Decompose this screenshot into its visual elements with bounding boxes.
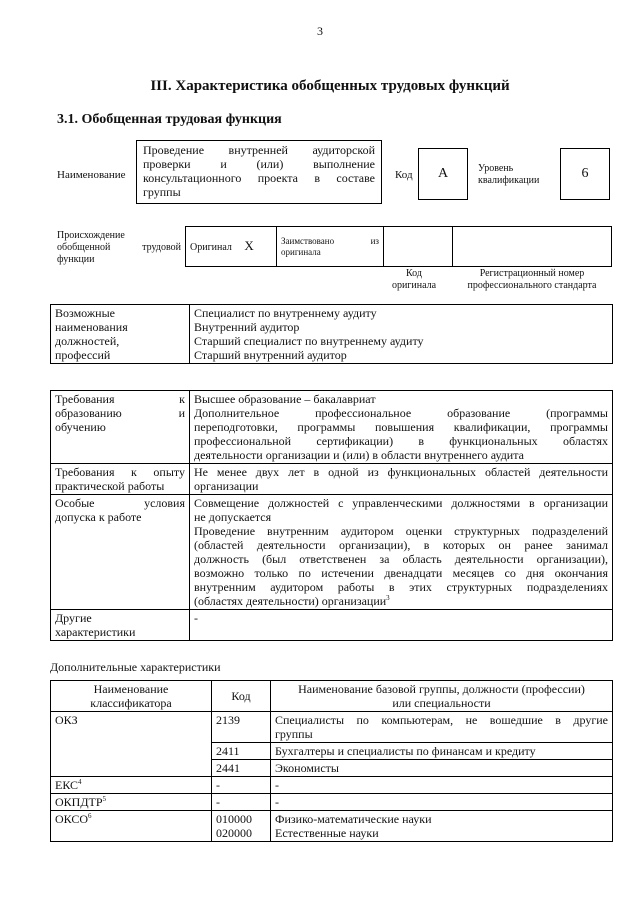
okso-code-line: 020000 <box>216 826 252 840</box>
requirements-table <box>50 390 613 641</box>
origin-reg-cell <box>453 227 612 267</box>
origin-borrowed-cell <box>277 227 384 267</box>
positions-label-line: должностей, <box>55 334 120 348</box>
okz-label: ОКЗ <box>51 712 212 777</box>
special-line: Совмещение должностей с управленческими должностями в организации <box>194 496 608 510</box>
table-row <box>51 794 613 811</box>
okz-code: 2441 <box>212 760 271 777</box>
education-line: профессиональной сертификации) в функциональных областях <box>194 434 608 448</box>
origin-code-caption <box>384 268 444 292</box>
okpdtr-name: - <box>271 794 613 811</box>
origin-reg-caption-line: Регистрационный номер <box>479 268 585 279</box>
special-line: должность (был ответственен за область деятельности организации), <box>194 552 608 566</box>
experience-line: организации <box>194 479 259 493</box>
okz-code: 2411 <box>212 743 271 760</box>
col-name-line: или специальности <box>392 696 491 710</box>
experience-label-line: практической работы <box>55 479 165 493</box>
education-line: Высшее образование – бакалавриат <box>194 392 376 406</box>
origin-code-caption-line: Код <box>406 268 422 279</box>
okso-code <box>212 811 271 842</box>
eks-label <box>51 777 212 794</box>
origin-label-line: обобщенной трудовой <box>57 242 181 253</box>
table-row <box>51 777 613 794</box>
name-value-line: группы <box>143 185 181 199</box>
special-line: внутренним аудитором работы в этих структурных подразделениях <box>194 580 608 594</box>
col-classifier-header <box>51 681 212 712</box>
page-number: 3 <box>317 24 323 38</box>
special-line-text: (областях деятельности) организации <box>194 594 387 608</box>
education-line: переподготовки, программы повышения квалификации, программы <box>194 420 608 434</box>
positions-table <box>50 304 613 364</box>
footnote-ref: 5 <box>102 795 107 803</box>
okpdtr-code: - <box>212 794 271 811</box>
origin-code-caption-line: оригинала <box>391 280 437 291</box>
origin-label <box>57 230 181 266</box>
education-label-line: образованию и <box>55 406 185 420</box>
position-item: Специалист по внутреннему аудиту <box>194 306 377 320</box>
okso-name <box>271 811 613 842</box>
position-item: Старший специалист по внутреннему аудиту <box>194 334 424 348</box>
additional-table <box>50 680 613 842</box>
okz-name <box>271 712 613 743</box>
level-label <box>478 163 539 187</box>
okso-name-line: Естественные науки <box>275 826 379 840</box>
special-line <box>194 594 608 608</box>
other-label <box>51 610 190 641</box>
education-line: Дополнительное профессиональное образование (программы <box>194 406 608 420</box>
col-classifier-line: Наименование <box>93 682 169 696</box>
okz-name: Экономисты <box>271 760 613 777</box>
okso-label <box>51 811 212 842</box>
education-label-line: обучению <box>55 420 106 434</box>
level-label-line: квалификации <box>478 175 540 186</box>
section-title: III. Характеристика обобщенных трудовых функций <box>150 78 510 94</box>
position-item: Старший внутренний аудитор <box>194 348 347 362</box>
experience-value <box>190 464 613 495</box>
origin-borrowed-line: оригинала <box>281 246 321 257</box>
col-name-header <box>271 681 613 712</box>
okso-name-line: Физико-математические науки <box>275 812 432 826</box>
special-line: возможно только по истечении двенадцати месяцев со дня окончания <box>194 566 608 580</box>
special-line: (областей деятельности организации), в которых он ранее занимал <box>194 538 608 552</box>
special-label <box>51 495 190 610</box>
name-value-line: проверки и (или) выполнение <box>143 157 375 171</box>
experience-line: Не менее двух лет в одной из функциональных областей деятельности <box>194 465 608 479</box>
okso-label-text: ОКСО <box>55 812 89 826</box>
name-value-line: консультационного проекта в составе <box>143 171 375 185</box>
positions-label <box>51 305 190 364</box>
origin-reg-caption <box>452 268 612 292</box>
name-value-line: Проведение внутренней аудиторской <box>143 143 375 157</box>
origin-label-line: Происхождение <box>57 230 125 241</box>
other-label-line: характеристики <box>55 625 136 639</box>
origin-code-cell <box>384 227 453 267</box>
level-label-line: Уровень <box>478 163 514 174</box>
footnote-ref: 6 <box>88 812 92 820</box>
table-row <box>51 811 613 842</box>
special-line: Проведение внутренним аудитором оценки структурных подразделений <box>194 524 608 538</box>
positions-label-line: профессий <box>55 348 111 362</box>
additional-title: Дополнительные характеристики <box>50 660 221 674</box>
code-value-box: А <box>418 148 468 200</box>
footnote-ref: 4 <box>78 778 82 786</box>
other-value: - <box>190 610 613 641</box>
experience-label-line: Требования к опыту <box>55 465 185 479</box>
eks-label-text: ЕКС <box>55 778 79 792</box>
origin-original-mark: X <box>244 237 254 253</box>
special-label-line: Особые условия <box>55 496 185 510</box>
footnote-ref: 3 <box>386 594 390 602</box>
okz-name: Бухгалтеры и специалисты по финансам и кредиту <box>271 743 613 760</box>
origin-borrowed-line: Заимствовано из <box>281 235 379 246</box>
col-classifier-line: классификатора <box>90 696 172 710</box>
special-label-line: допуска к работе <box>55 510 142 524</box>
okz-code: 2139 <box>212 712 271 743</box>
okz-name-line: Специалисты по компьютерам, не вошедшие в другие <box>275 713 608 727</box>
origin-reg-caption-line: профессионального стандарта <box>467 280 597 291</box>
okso-code-line: 010000 <box>216 812 252 826</box>
table-row <box>51 712 613 743</box>
okpdtr-label <box>51 794 212 811</box>
col-code-header: Код <box>212 681 271 712</box>
code-label: Код <box>395 169 413 181</box>
origin-table <box>185 226 612 267</box>
positions-list <box>190 305 613 364</box>
eks-code: - <box>212 777 271 794</box>
education-label <box>51 391 190 464</box>
origin-label-line: функции <box>57 254 95 265</box>
subsection-title: 3.1. Обобщенная трудовая функция <box>57 112 282 127</box>
name-value-box <box>136 140 382 204</box>
education-value <box>190 391 613 464</box>
special-value <box>190 495 613 610</box>
origin-original-cell <box>186 227 277 267</box>
okpdtr-label-text: ОКПДТР <box>55 795 103 809</box>
col-name-line: Наименование базовой группы, должности (профессии) <box>298 682 585 696</box>
other-label-line: Другие <box>55 611 92 625</box>
position-item: Внутренний аудитор <box>194 320 300 334</box>
name-label: Наименование <box>57 169 126 181</box>
experience-label <box>51 464 190 495</box>
education-label-line: Требования к <box>55 392 185 406</box>
eks-name: - <box>271 777 613 794</box>
okz-name-line: группы <box>275 727 313 741</box>
positions-label-line: Возможные <box>55 306 115 320</box>
origin-original-label: Оригинал <box>190 241 232 253</box>
special-line: не допускается <box>194 510 272 524</box>
positions-label-line: наименования <box>55 320 128 334</box>
education-line: деятельности организации и (или) в области внутреннего аудита <box>194 448 524 462</box>
level-value-box: 6 <box>560 148 610 200</box>
